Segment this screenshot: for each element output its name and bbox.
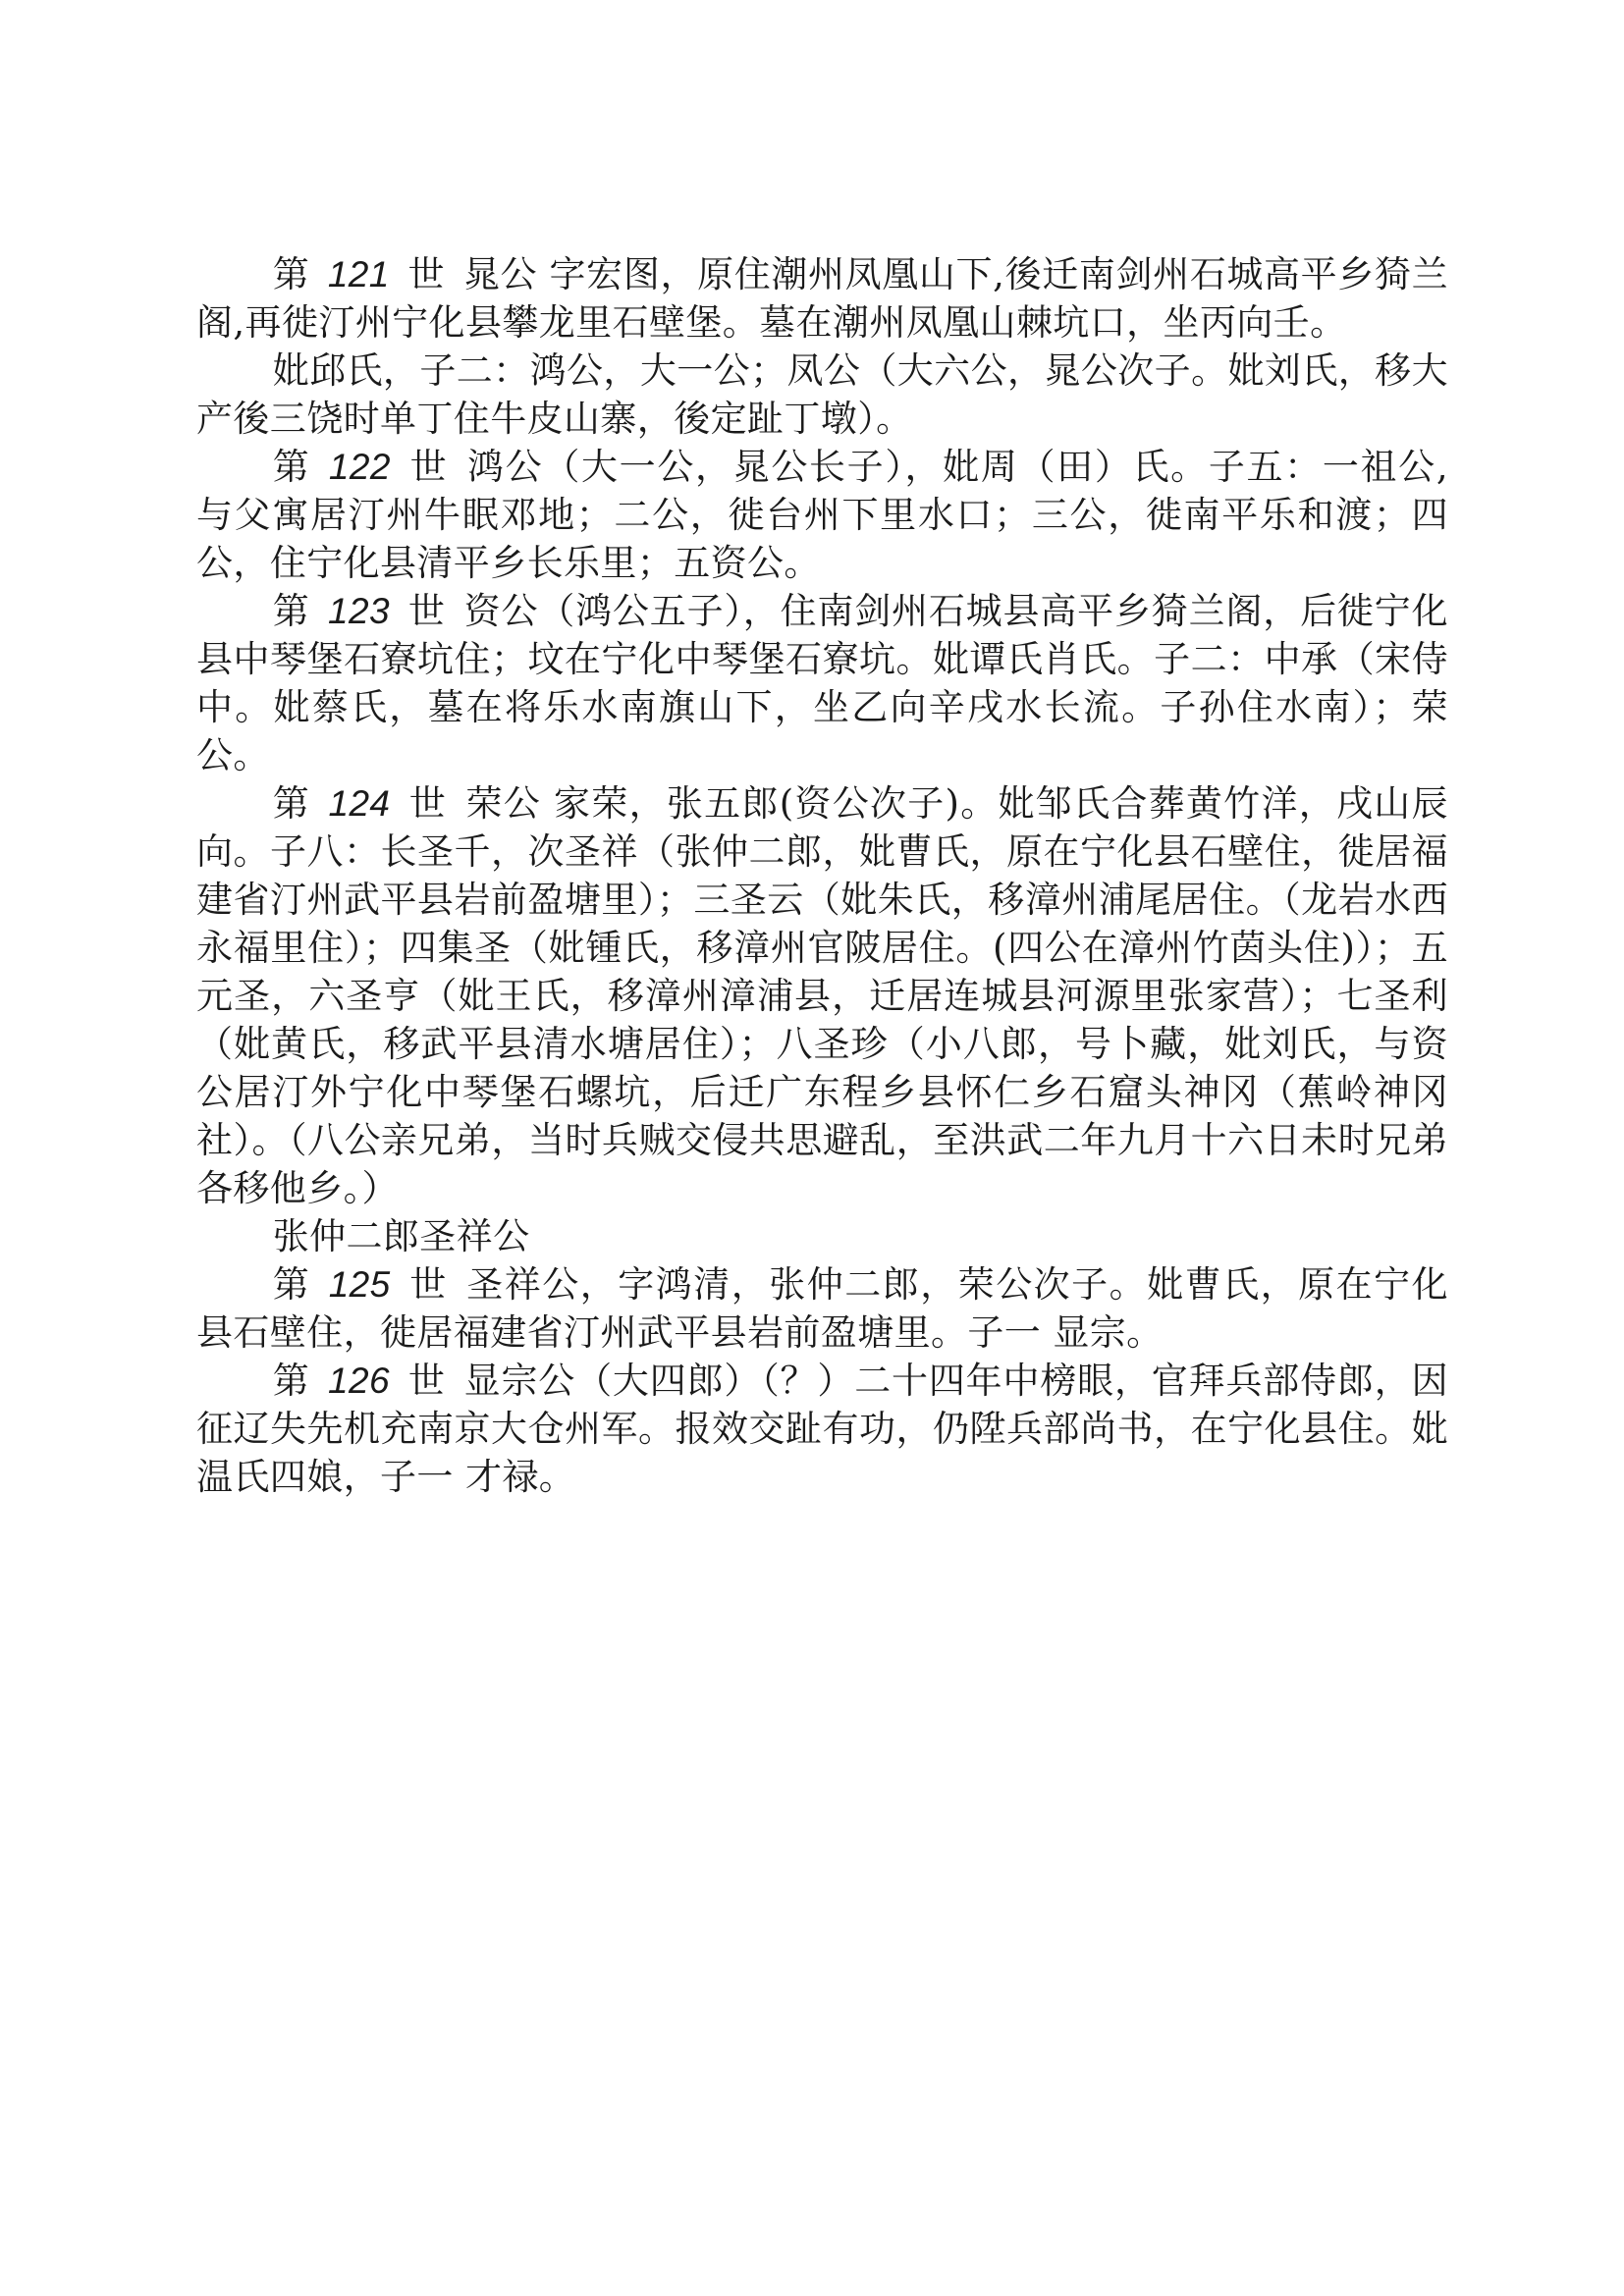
gen-prefix: 第 bbox=[272, 253, 310, 295]
entry-text: 圣祥公，字鸿清，张仲二郎，荣公次子。妣曹氏，原在宁化县石壁住，徙居福建省汀州武平县岩前盈塘里。子一 显宗。 bbox=[196, 1263, 1448, 1354]
entry-wife-note bbox=[196, 347, 1448, 443]
entry-text: 晁公 字宏图，原住潮州凤凰山下,後迁南剑州石城高平乡猗兰阁,再徙汀州宁化县攀龙里石壁堡。墓在潮州凤凰山棘坑口，坐丙向壬。 bbox=[196, 253, 1448, 344]
gen-suffix: 世 bbox=[408, 1263, 448, 1306]
gen-number: 121 bbox=[327, 254, 390, 294]
gen-suffix: 世 bbox=[407, 590, 446, 632]
entry-gen-126 bbox=[196, 1357, 1448, 1501]
entry-gen-123 bbox=[196, 587, 1448, 779]
gen-number: 122 bbox=[328, 447, 391, 487]
entry-gen-122 bbox=[196, 443, 1448, 587]
entry-gen-121 bbox=[196, 250, 1448, 347]
genealogy-text bbox=[196, 250, 1448, 1501]
gen-prefix: 第 bbox=[272, 446, 311, 488]
gen-suffix: 世 bbox=[408, 446, 449, 488]
gen-prefix: 第 bbox=[272, 1360, 310, 1402]
gen-number: 126 bbox=[328, 1361, 390, 1401]
gen-prefix: 第 bbox=[272, 590, 310, 632]
entry-gen-125 bbox=[196, 1260, 1448, 1357]
entry-text: 显宗公（大四郎）（？）二十四年中榜眼，官拜兵部侍郎，因征辽失先机充南京大仓州军。报效交趾有功，仍陞兵部尚书，在宁化县住。妣温氏四娘，子一 才禄。 bbox=[196, 1360, 1448, 1498]
entry-text: 妣邱氏，子二：鸿公，大一公；凤公（大六公，晁公次子。妣刘氏，移大产後三饶时单丁住牛皮山寨，後定趾丁墩）。 bbox=[196, 349, 1448, 440]
gen-prefix: 第 bbox=[272, 1263, 311, 1306]
entry-gen-124 bbox=[196, 779, 1448, 1212]
gen-prefix: 第 bbox=[272, 782, 310, 825]
gen-suffix: 世 bbox=[407, 253, 446, 295]
gen-number: 125 bbox=[328, 1264, 391, 1305]
entry-text: 资公（鸿公五子），住南剑州石城县高平乡猗兰阁，后徙宁化县中琴堡石寮坑住；坟在宁化中琴堡石寮坑。妣谭氏肖氏。子二：中承（宋侍中。妣蔡氏，墓在将乐水南旗山下，坐乙向辛戌水长流。子孙住水南）；荣公。 bbox=[196, 590, 1448, 776]
entry-text: 荣公 家荣，张五郎(资公次子)。妣邹氏合葬黄竹洋，戌山辰向。子八：长圣千，次圣祥（张仲二郎，妣曹氏，原在宁化县石壁住，徙居福建省汀州武平县岩前盈塘里）；三圣云（妣朱氏，移漳州浦尾居住。（龙岩水西永福里住）；四集圣（妣锺氏，移漳州官陂居住。(四公在漳州竹茵头住)）；五元圣，六圣亨（妣王氏，移漳州漳浦县，迁居连城县河源里张家营）；七圣利（妣黄氏，移武平县清水塘居住）；八圣珍（小八郎，号卜藏，妣刘氏，与资公居汀外宁化中琴堡石螺坑，后迁广东程乡县怀仁乡石窟头神冈（蕉岭神冈社）。（八公亲兄弟，当时兵贼交侵共思避乱，至洪武二年九月十六日未时兄弟各移他乡。） bbox=[196, 782, 1448, 1209]
gen-suffix: 世 bbox=[407, 1360, 446, 1402]
gen-number: 123 bbox=[328, 591, 390, 631]
section-heading bbox=[196, 1212, 1448, 1260]
heading-text: 张仲二郎圣祥公 bbox=[272, 1215, 530, 1257]
gen-number: 124 bbox=[328, 783, 391, 824]
gen-suffix: 世 bbox=[407, 782, 448, 825]
entry-text: 鸿公（大一公，晁公长子），妣周（田）氏。子五：一祖公, 与父寓居汀州牛眠邓地；二公，徙台州下里水口；三公，徙南平乐和渡；四公，住宁化县清平乡长乐里；五资公。 bbox=[196, 446, 1448, 584]
